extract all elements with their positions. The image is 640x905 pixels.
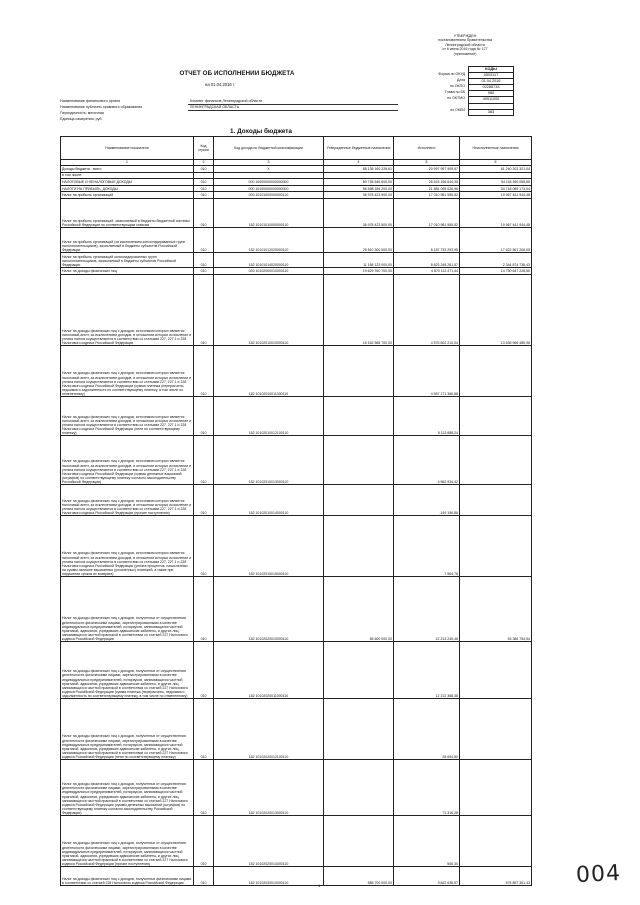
cell-name: Налог на доходы физических лиц с доходов, источником которых является налоговый агент, за исключением доходов, в отношении которых исчисление и уплата налога осуществляются в соответствии со статьями 227, 227.1 и 228 Налогового кодекса Российской Федерации (пени по соответствующему платежу) xyxy=(61,396,194,435)
cell-unexecuted: 13 635 966 485,96 xyxy=(460,274,532,345)
cell-executed: 506,30 xyxy=(394,815,460,866)
cell-line: 010 xyxy=(194,274,214,345)
table-header-row xyxy=(61,137,532,160)
cell-line: 010 xyxy=(194,484,214,515)
cell-name: Налог на прибыль организаций (за исключением консолидированных групп налогоплательщиков), зачисляемый в бюджеты субъектов Российской Федерации xyxy=(61,227,194,252)
cell-code: 182 10101014020000110 xyxy=(214,252,324,267)
cell-line: 010 xyxy=(194,866,214,885)
column-header: Неисполненные назначения xyxy=(460,137,532,160)
cell-executed: -7 564,78 xyxy=(394,515,460,576)
approval-block xyxy=(422,34,508,56)
cell-approved: 36 978 423 500,00 xyxy=(324,192,394,199)
cell-line: 010 xyxy=(194,179,214,186)
cell-code: 000 10100000000000000 xyxy=(214,185,324,192)
cell-code: 182 10102010010000110 xyxy=(214,274,324,345)
cell-code: 182 10102020014000110 xyxy=(214,815,324,866)
table-row xyxy=(61,198,532,227)
unit-label: Единица измерения: руб. xyxy=(60,117,103,121)
report-date: на 01.04.2016 г. xyxy=(205,82,236,87)
cell-unexecuted xyxy=(460,396,532,435)
approval-line: от 6 июня 2016 года № 177 xyxy=(442,47,488,52)
cell-name: Доходы бюджета - всего xyxy=(61,166,194,173)
cell-executed: 28 694,80 xyxy=(394,698,460,759)
cell-unexecuted: 19 967 441 944,48 xyxy=(460,198,532,227)
cell-approved: 18 162 568 700,00 xyxy=(324,274,394,345)
cell-code: 000 10101000000000110 xyxy=(214,192,324,199)
column-header: Код строки xyxy=(194,137,214,160)
cell-approved xyxy=(324,345,394,396)
section-title: 1. Доходы бюджета xyxy=(230,128,292,135)
approval-line: УТВЕРЖДЕН xyxy=(453,34,477,38)
cell-executed: 20 997 957 905,57 xyxy=(394,166,460,173)
cell-name: НАЛОГИ НА ПРИБЫЛЬ, ДОХОДЫ xyxy=(61,185,194,192)
cell-executed: -149 196,86 xyxy=(394,484,460,515)
cell-code: 182 10102010011000110 xyxy=(214,345,324,396)
cell-executed: 26 615 156 644,35 xyxy=(394,179,460,186)
cell-unexecuted xyxy=(460,698,532,759)
cell-executed: 9 842 638,57 xyxy=(394,866,460,885)
table-row xyxy=(61,396,532,435)
column-header: Код дохода по бюджетной классификации xyxy=(214,137,324,160)
table-row xyxy=(61,515,532,576)
cell-executed: 8 823 248 261,57 xyxy=(394,252,460,267)
cell-unexecuted: 53 386 754,54 xyxy=(460,576,532,641)
period-label: Периодичность: месячная xyxy=(60,111,104,115)
code-label: Форма по ОКУД xyxy=(438,72,465,77)
code-label: по ОКПО xyxy=(449,84,465,89)
cell-name: Налог на прибыль организаций xyxy=(61,192,194,199)
cell-line: 010 xyxy=(194,345,214,396)
page-number: 1 xyxy=(318,883,321,888)
cell-name: Налог на доходы физических лиц с доходов, полученных от осуществления деятельности физическими лицами, зарегистрированными в качестве индивидуальных предпринимателей, нотариусов, занимающихся частной практикой, адвокатов, учредивших адвокатские кабинеты, и других лиц, занимающихся частной практикой в соответствии со статьей 227 Налогового кодекса Российской Федерации (суммы денежных взысканий (штрафов) по соответствующему платежу согласно законодательству Российской Федерации) xyxy=(61,759,194,815)
table-row xyxy=(61,345,532,396)
cell-executed: 4 576 602 214,04 xyxy=(394,274,460,345)
cell-approved xyxy=(324,435,394,484)
cell-line: 010 xyxy=(194,698,214,759)
cell-name: Налог на доходы физических лиц с доходов, источником которых является налоговый агент, за исключением доходов, в отношении которых исчисление и уплата налога осуществляются в соответствии со статьями 227, 227.1 и 228 Налогового кодекса Российской Федерации xyxy=(61,274,194,345)
codes-table xyxy=(468,66,514,116)
table-row xyxy=(61,185,532,192)
cell-line: 010 xyxy=(194,227,214,252)
cell-line xyxy=(194,172,214,179)
cell-approved: 19 629 760 700,00 xyxy=(324,267,394,274)
cell-line: 010 xyxy=(194,396,214,435)
budget-value: ЛЕНИНГРАДСКАЯ ОБЛАСТЬ xyxy=(190,105,240,109)
cell-unexecuted xyxy=(460,172,532,179)
cell-name: Налог на доходы физических лиц с доходов, источником которых является налоговый агент, за исключением доходов, в отношении которых исчисление и уплата налога осуществляются в соответствии со статьями 227, 227.1 и 228 Налогового кодекса Российской Федерации (сумма платежа (перерасчеты, недоимка и задолженность по соответствующему платежу, в том числе по отмененному) xyxy=(61,345,194,396)
cell-line: 010 xyxy=(194,515,214,576)
cell-code: 182 10101010000000110 xyxy=(214,198,324,227)
cell-approved: 88 138 160 226,61 xyxy=(324,166,394,173)
table-row xyxy=(61,759,532,815)
column-number: 4 xyxy=(324,160,394,166)
cell-unexecuted: 575 857 361,43 xyxy=(460,866,532,885)
table-row xyxy=(61,698,532,759)
table-row xyxy=(61,192,532,199)
table-row xyxy=(61,435,532,484)
cell-approved xyxy=(324,759,394,815)
cell-executed xyxy=(394,172,460,179)
table-row xyxy=(61,179,532,186)
approval-line: (приложение) xyxy=(453,51,477,56)
cell-code: 182 10102020013000110 xyxy=(214,759,324,815)
code-value: 01.04.2016 xyxy=(469,79,514,85)
cell-executed: 4 567 171 366,88 xyxy=(394,345,460,396)
cell-name: Налог на доходы физических лиц с доходов, источником которых является налоговый агент, за исключением доходов, в отношении которых исчисление и уплата налога осуществляются в соответствии со статьями 227, 227.1 и 228 Налогового кодекса Российской Федерации (суммы денежных взысканий (штрафов) по соответствующему платежу согласно законодательству Российской Федерации) xyxy=(61,435,194,484)
cell-code: 182 10102020011000110 xyxy=(214,641,324,698)
cell-approved xyxy=(324,515,394,576)
cell-name: Налог на прибыль организаций консолидированных групп налогоплательщиков, зачисляемый в бюджеты субъектов Российской Федерации xyxy=(61,252,194,267)
column-header: Наименование показателя xyxy=(61,137,194,160)
code-value: 980 xyxy=(469,91,514,97)
budget-label: Наименование публично-правового образования xyxy=(60,105,143,109)
code-label: Дата xyxy=(457,78,465,83)
cell-approved xyxy=(324,396,394,435)
cell-executed: 4 562 934,42 xyxy=(394,435,460,484)
cell-approved: 11 168 123 000,00 xyxy=(324,252,394,267)
cell-code: 182 10102010015000110 xyxy=(214,515,324,576)
column-number: 6 xyxy=(460,160,532,166)
cell-line: 010 xyxy=(194,267,214,274)
column-number: 5 xyxy=(394,160,460,166)
cell-name: в том числе: xyxy=(61,172,194,179)
code-label: Глава по БК xyxy=(444,90,465,94)
cell-line: 010 xyxy=(194,166,214,173)
code-label: по ОКЕИ xyxy=(450,107,465,112)
cell-unexecuted: 34 718 089 173,04 xyxy=(460,185,532,192)
column-number: 2 xyxy=(194,160,214,166)
income-table xyxy=(60,136,532,886)
cell-approved: 25 810 300 500,00 xyxy=(324,227,394,252)
cell-executed: 5 113 688,24 xyxy=(394,396,460,435)
cell-code: 182 10101012020000110 xyxy=(214,227,324,252)
cell-unexecuted xyxy=(460,515,532,576)
cell-name: Налог на доходы физических лиц с доходов, полученных от осуществления деятельности физическими лицами, зарегистрированными в качестве индивидуальных предпринимателей, нотариусов, занимающихся частной практикой, адвокатов, учредивших адвокатские кабинеты, и других лиц, занимающихся частной практикой в соответствии со статьей 227 Налогового кодекса Российской Федерации (прочие поступления) xyxy=(61,815,194,866)
cell-line: 010 xyxy=(194,198,214,227)
code-value: 383 xyxy=(469,109,514,115)
column-number: 3 xyxy=(214,160,324,166)
cell-name: Налог на доходы физических лиц с доходов, источником которых является налоговый агент, за исключением доходов, в отношении которых исчисление и уплата налога осуществляются в соответствии со статьями 227, 227.1 и 228 Налогового кодекса Российской Федерации (уплата процентов, начисленных на суммы излишне взысканных (уплаченных) платежей, а также при нарушении сроков их возврата) xyxy=(61,515,194,576)
cell-name: Налог на доходы физических лиц с доходов, полученных от осуществления деятельности физическими лицами, зарегистрированными в качестве индивидуальных предпринимателей, нотариусов, занимающихся частной практикой, адвокатов, учредивших адвокатские кабинеты, и других лиц, занимающихся частной практикой в соответствии со статьей 227 Налогового кодекса Российской Федерации (пени по соответствующему платежу) xyxy=(61,698,194,759)
cell-name: Налог на прибыль организаций, зачисляемый в бюджеты бюджетной системы Российской Федерации по соответствующим ставкам xyxy=(61,198,194,227)
codes-header: КОДЫ xyxy=(469,67,514,73)
table-row xyxy=(61,274,532,345)
report-title: ОТЧЕТ ОБ ИСПОЛНЕНИИ БЮДЖЕТА xyxy=(179,70,295,77)
cell-executed: 17 010 981 555,52 xyxy=(394,198,460,227)
cell-name: Налог на доходы физических лиц xyxy=(61,267,194,274)
cell-unexecuted: 61 240 202 321,04 xyxy=(460,166,532,173)
code-label: по ОКТМО xyxy=(447,95,465,100)
table-row xyxy=(61,484,532,515)
column-header: Утвержденные бюджетные назначения xyxy=(324,137,394,160)
column-number: 1 xyxy=(61,160,194,166)
approval-line: постановлением Правительства xyxy=(438,38,492,43)
cell-unexecuted: 17 622 567 206,05 xyxy=(460,227,532,252)
cell-line: 010 xyxy=(194,252,214,267)
approval-line: Ленинградской области xyxy=(445,42,485,47)
org-value: Комитет финансов Ленинградской области xyxy=(190,99,262,103)
cell-name: Налог на доходы физических лиц с доходов, полученных от осуществления деятельности физическими лицами, зарегистрированными в качестве индивидуальных предпринимателей, нотариусов, занимающихся частной практикой, адвокатов, учредивших адвокатские кабинеты, и других лиц, занимающихся частной практикой в соответствии со статьей 227 Налогового кодекса Российской Федерации (сумма платежа (перерасчеты, недоимка и задолженность по соответствующему платежу, в том числе по отмененному) xyxy=(61,641,194,698)
table-row xyxy=(61,866,532,885)
cell-line: 010 xyxy=(194,815,214,866)
cell-approved: 80 735 546 600,00 xyxy=(324,179,394,186)
cell-line: 010 xyxy=(194,759,214,815)
cell-name: НАЛОГОВЫЕ И НЕНАЛОГОВЫЕ ДОХОДЫ xyxy=(61,179,194,186)
table-row xyxy=(61,252,532,267)
cell-code: 182 10102010012100110 xyxy=(214,396,324,435)
cell-code: 000 10102000010000110 xyxy=(214,267,324,274)
cell-unexecuted xyxy=(460,815,532,866)
code-value: 02288733 xyxy=(469,85,514,91)
table-row xyxy=(61,815,532,866)
column-header: Исполнено xyxy=(394,137,460,160)
cell-unexecuted xyxy=(460,435,532,484)
cell-unexecuted: 2 344 874 738,43 xyxy=(460,252,532,267)
cell-code: 182 10102020012100110 xyxy=(214,698,324,759)
cell-executed: 12 212 368,38 xyxy=(394,641,460,698)
cell-name: Налог на доходы физических лиц с доходов, полученных от осуществления деятельности физическими лицами, зарегистрированными в качестве индивидуальных предпринимателей, нотариусов, занимающихся частной практикой, адвокатов, учредивших адвокатские кабинеты, и других лиц, занимающихся частной практикой в соответствии со статьей 227 Налогового кодекса Российской Федерации xyxy=(61,576,194,641)
cell-executed: 12 213 245,46 xyxy=(394,576,460,641)
cell-name: Налог на доходы физических лиц с доходов, источником которых является налоговый агент, за исключением доходов, в отношении которых исчисление и уплата налога осуществляются в соответствии со статьями 227, 227.1 и 228 Налогового кодекса Российской Федерации (прочие поступления) xyxy=(61,484,194,515)
cell-approved xyxy=(324,641,394,698)
cell-approved xyxy=(324,172,394,179)
cell-approved xyxy=(324,484,394,515)
cell-approved: 585 700 000,00 xyxy=(324,866,394,885)
cell-approved xyxy=(324,815,394,866)
code-value: 0503117 xyxy=(469,73,514,79)
cell-code: 000 10000000000000000 xyxy=(214,179,324,186)
cell-unexecuted: 19 967 441 944,48 xyxy=(460,192,532,199)
cell-executed: 71 316,28 xyxy=(394,759,460,815)
cell-unexecuted xyxy=(460,759,532,815)
cell-code: X xyxy=(214,166,324,173)
cell-line: 010 xyxy=(194,576,214,641)
table-row xyxy=(61,166,532,173)
table-row xyxy=(61,641,532,698)
cell-line: 010 xyxy=(194,192,214,199)
table-row xyxy=(61,172,532,179)
cell-line: 010 xyxy=(194,435,214,484)
org-label: Наименование финансового органа xyxy=(60,99,120,103)
cell-unexecuted xyxy=(460,641,532,698)
table-row xyxy=(61,267,532,274)
cell-line: 010 xyxy=(194,185,214,192)
cell-executed: 4 870 113 471,44 xyxy=(394,267,460,274)
table-row xyxy=(61,227,532,252)
cell-approved: 36 978 423 500,00 xyxy=(324,198,394,227)
cell-approved: 56 598 184 200,00 xyxy=(324,185,394,192)
cell-executed: 17 010 981 555,52 xyxy=(394,192,460,199)
cell-executed: 8 187 733 293,95 xyxy=(394,227,460,252)
cell-unexecuted xyxy=(460,484,532,515)
cell-approved xyxy=(324,698,394,759)
cell-executed: 21 881 095 026,96 xyxy=(394,185,460,192)
code-value: 40911000 xyxy=(469,97,514,103)
cell-unexecuted xyxy=(460,345,532,396)
cell-code: 182 10102020010000110 xyxy=(214,576,324,641)
budget-underline xyxy=(188,110,398,111)
cell-code: 182 10102030010000110 xyxy=(214,866,324,885)
cell-unexecuted: 14 750 647 228,56 xyxy=(460,267,532,274)
cell-code: 182 10102010014000110 xyxy=(214,484,324,515)
cell-name: Налог на доходы физических лиц с доходов, полученных физическими лицами в соответствии со статьей 228 Налогового кодекса Российской Федерации xyxy=(61,866,194,885)
table-row xyxy=(61,576,532,641)
cell-line: 010 xyxy=(194,641,214,698)
cell-unexecuted: 54 118 390 055,65 xyxy=(460,179,532,186)
cell-approved: 65 600 000,00 xyxy=(324,576,394,641)
cell-code xyxy=(214,172,324,179)
handwritten-sheet-number: 004 xyxy=(575,860,622,889)
cell-code: 182 10102010013000110 xyxy=(214,435,324,484)
